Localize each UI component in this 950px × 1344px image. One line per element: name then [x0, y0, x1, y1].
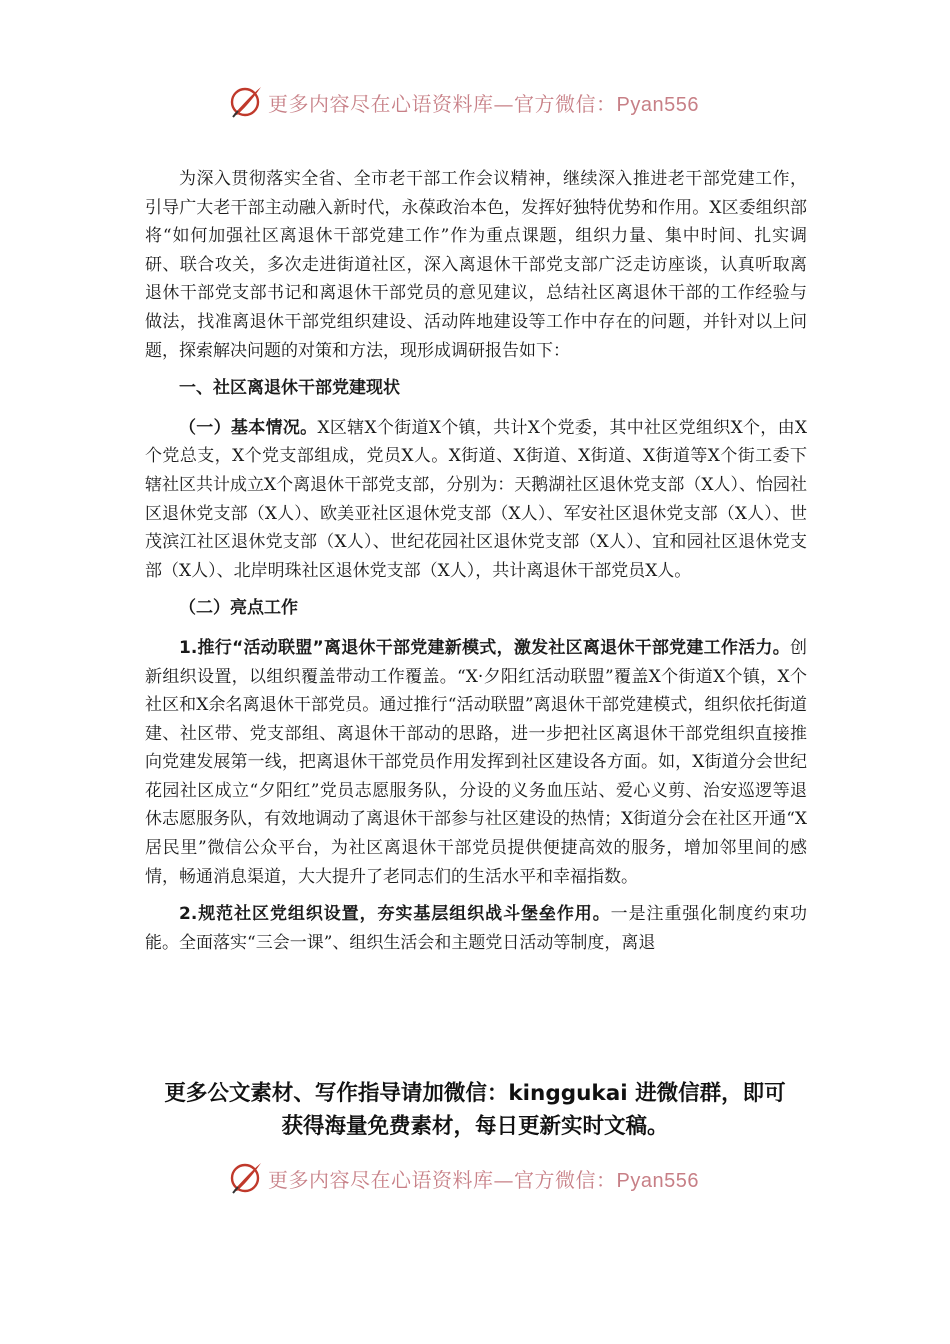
promo-line-2: 获得海量免费素材，每日更新实时文稿。 [281, 1114, 669, 1139]
item1-lead: 1.推行“活动联盟”离退休干部党建新模式，激发社区离退休干部党建工作活力。 [179, 637, 790, 658]
promo-line-1: 更多公文素材、写作指导请加微信：kinggukai 进微信群，即可 [164, 1081, 786, 1106]
item2-paragraph [145, 900, 807, 957]
item1-paragraph [145, 634, 807, 891]
item1-text: 创新组织设置，以组织覆盖带动工作覆盖。“X·夕阳红活动联盟”覆盖X个街道X个镇，X个社区和X余名离退休干部党员。通过推行“活动联盟”离退休干部党建模式，组织依托街道建、社区带、党支部组、离退休干部动的思路，进一步把社区离退休干部党组织直接推向党建发展第一线，把离退休干部党员作用发挥到社区建设各方面。如，X街道分会世纪花园社区成立“夕阳红”党员志愿服务队，分设的义务血压站、爱心义剪、治安巡逻等退休志愿服务队，有效地调动了离退休干部参与社区建设的热情；X街道分会在社区开通“X居民里”微信公众平台，为社区离退休干部党员提供便捷高效的服务，增加邻里间的感情，畅通消息渠道，大大提升了老同志们的生活水平和幸福指数。 [145, 637, 807, 887]
basic-info-text: X区辖X个街道X个镇，共计X个党委，其中社区党组织X个，由X个党总支，X个党支部组成，党员X人。X街道、X街道、X街道、X街道等X个街工委下辖社区共计成立X个离退休干部党支部，分别为：天鹅湖社区退休党支部（X人）、怡园社区退休党支部（X人）、欧美亚社区退休党支部（X人）、军安社区退休党支部（X人）、世茂滨江社区退休党支部（X人）、世纪花园社区退休党支部（X人）、宜和园社区退休党支部（X人）、北岸明珠社区退休党支部（X人），共计离退休干部党员X人。 [145, 417, 807, 581]
section-heading-2: （二）亮点工作 [179, 598, 298, 619]
basic-info-paragraph [145, 414, 807, 586]
watermark-wechat-id: Pyan556 [616, 1169, 699, 1192]
watermark-wechat-id: Pyan556 [616, 93, 699, 116]
basic-info-lead: （一）基本情况。 [179, 417, 318, 438]
watermark-banner-bottom [228, 1158, 699, 1198]
intro-paragraph: 为深入贯彻落实全省、全市老干部工作会议精神，继续深入推进老干部党建工作，引导广大老干部主动融入新时代，永葆政治本色，发挥好独特优势和作用。X区委组织部将“如何加强社区离退休干部党建工作”作为重点课题，组织力量、集中时间、扎实调研、联合攻关，多次走进街道社区，深入离退休干部党支部广泛走访座谈，认真听取离退休干部党支部书记和离退休干部党员的意见建议，总结社区离退休干部的工作经验与做法，找准离退休干部党组织建设、活动阵地建设等工作中存在的问题，并针对以上问题，探索解决问题的对策和方法，现形成调研报告如下： [145, 169, 807, 361]
watermark-text: 更多内容尽在心语资料库—官方微信： [268, 91, 617, 116]
promo-notice [120, 1077, 830, 1143]
quill-pen-logo-icon [228, 1160, 264, 1196]
quill-pen-logo-icon [228, 84, 264, 120]
document-body [145, 165, 807, 966]
item2-text: 一是注重强化制度约束功能。全面落实“三会一课”、组织生活会和主题党日活动等制度，离退 [145, 904, 807, 953]
section-heading-1: 一、社区离退休干部党建现状 [179, 378, 400, 399]
watermark-banner-top [228, 82, 699, 122]
watermark-text: 更多内容尽在心语资料库—官方微信： [268, 1167, 617, 1192]
item2-lead: 2.规范社区党组织设置，夯实基层组织战斗堡垒作用。 [179, 904, 611, 925]
